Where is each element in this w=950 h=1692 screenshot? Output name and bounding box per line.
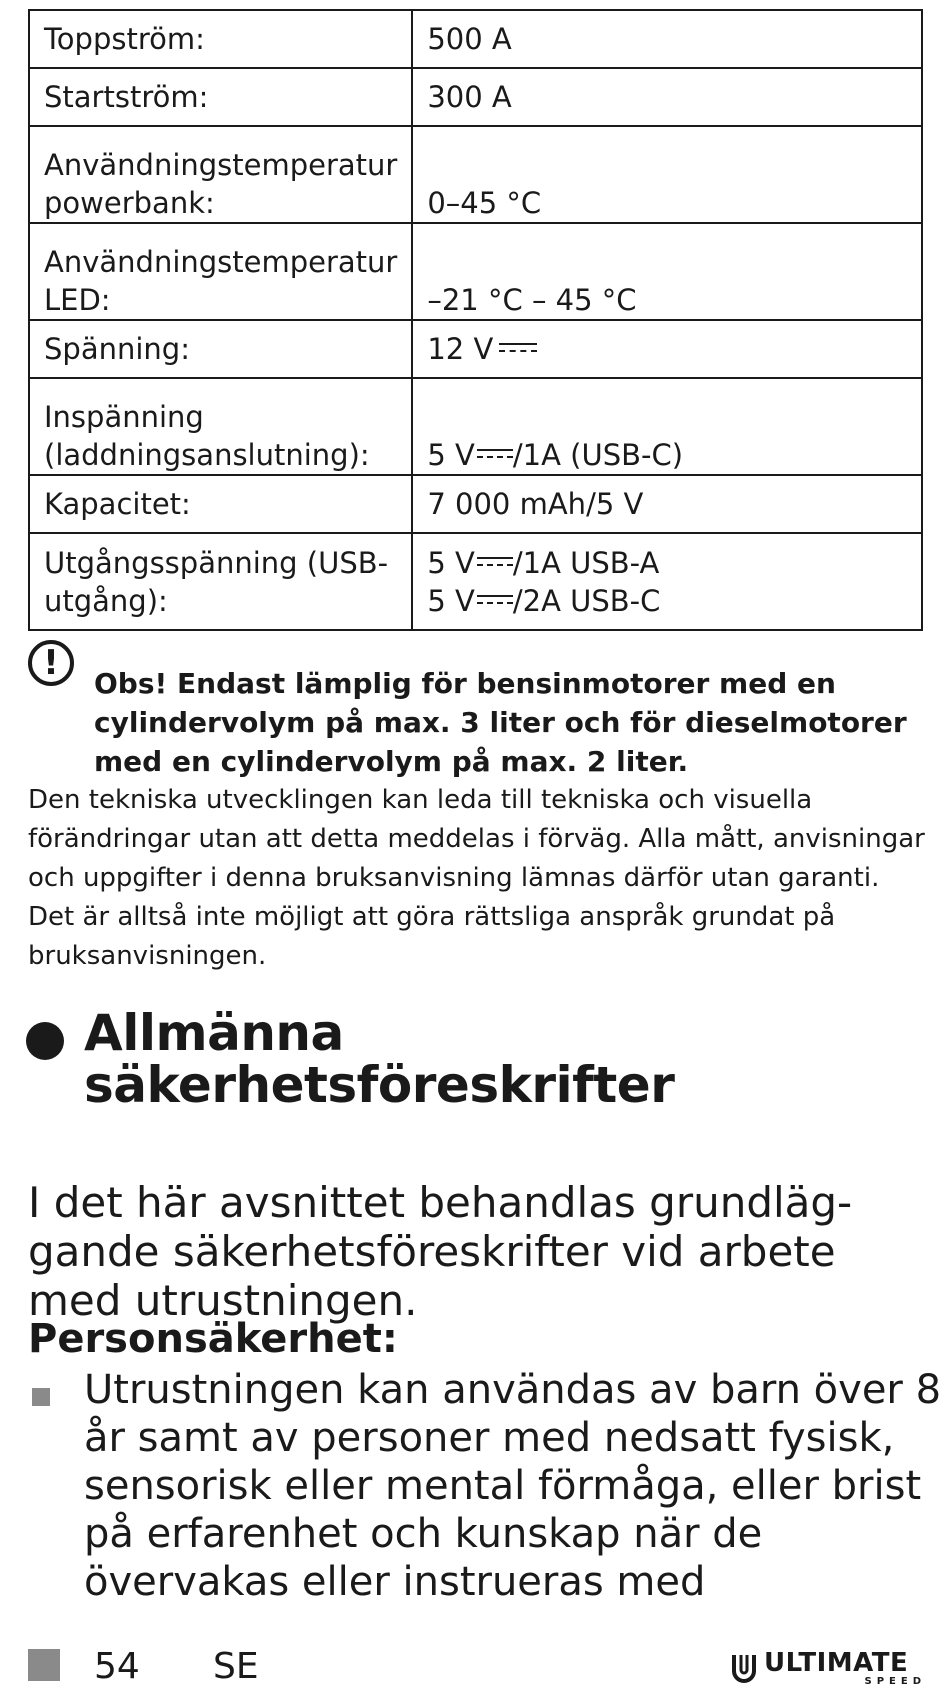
exclamation-circle-icon: ! bbox=[28, 640, 74, 686]
spec-row-temp-powerbank bbox=[29, 126, 922, 223]
spec-label: Spänning: bbox=[29, 320, 412, 378]
spec-value: –21 °C – 45 °C bbox=[412, 223, 922, 320]
spec-value-cell bbox=[412, 378, 922, 475]
spec-value: 0–45 °C bbox=[412, 126, 922, 223]
dc-symbol-icon bbox=[477, 555, 513, 569]
page-number: 54 bbox=[94, 1646, 140, 1687]
list-item-text: Utrustningen kan användas av barn över 8 år samt av personer med nedsatt fysisk, sensorisk eller mental förmåga, eller brist på erfarenhet och kunskap när de övervakas eller instrueras med bbox=[84, 1367, 942, 1605]
logo-mark-icon bbox=[728, 1651, 760, 1683]
disclaimer-text: Den tekniska utvecklingen kan leda till tekniska och visuella förändringar utan att detta meddelas i förväg. Alla mått, anvisningar och uppgifter i denna bruksanvisning lämnas därför utan garanti. Det är alltså inte möjligt att göra rättsliga anspråk grundat på bruksanvisningen. bbox=[28, 785, 925, 971]
spec-row-voltage bbox=[29, 320, 922, 378]
section-title bbox=[26, 1004, 926, 1114]
spec-row-peak-current bbox=[29, 10, 922, 68]
spec-label: Användningstemperatur powerbank: bbox=[29, 126, 412, 223]
spec-value: 5 V bbox=[427, 545, 475, 580]
spec-table bbox=[28, 9, 923, 631]
page-footer bbox=[28, 1647, 928, 1689]
spec-row-temp-led bbox=[29, 223, 922, 320]
notice-text: Obs! Endast lämplig för bensinmotorer med en cylindervolym på max. 3 liter och för dieselmotorer med en cylindervolym på max. 2 liter. bbox=[94, 667, 907, 778]
dc-symbol-icon bbox=[499, 341, 537, 355]
spec-label: Startström: bbox=[29, 68, 412, 126]
spec-value: 5 V bbox=[427, 583, 475, 618]
spec-row-capacity bbox=[29, 475, 922, 533]
spec-value: 5 V bbox=[427, 438, 475, 472]
brand-logo bbox=[728, 1647, 928, 1687]
bullet-icon bbox=[26, 1022, 64, 1060]
spec-value-suffix: /2A USB-C bbox=[512, 583, 661, 618]
spec-value-cell bbox=[412, 320, 922, 378]
dc-symbol-icon bbox=[477, 447, 513, 461]
section-title-line: säkerhetsföreskrifter bbox=[84, 1056, 675, 1114]
spec-label: Toppström: bbox=[29, 10, 412, 68]
spec-value: 12 V bbox=[427, 332, 494, 366]
dc-symbol-icon bbox=[477, 593, 513, 607]
gray-square-icon bbox=[28, 1649, 60, 1681]
spec-value-cell bbox=[412, 533, 922, 630]
square-bullet-icon bbox=[32, 1388, 50, 1406]
spec-row-start-current bbox=[29, 68, 922, 126]
subheading: Personsäkerhet: bbox=[28, 1316, 398, 1362]
spec-value-suffix: /1A (USB-C) bbox=[512, 438, 684, 472]
spec-row-output-voltage bbox=[29, 533, 922, 630]
section-intro: I det här avsnittet behandlas grundläg- gande säkerhetsföreskrifter vid arbete med utrustningen. bbox=[28, 1178, 853, 1325]
spec-label: Användningstemperatur LED: bbox=[29, 223, 412, 320]
brand-name: ULTIMATE bbox=[764, 1648, 909, 1678]
spec-value-line bbox=[427, 582, 907, 620]
spec-value-line bbox=[427, 544, 907, 582]
language-code: SE bbox=[213, 1646, 259, 1687]
spec-label: Kapacitet: bbox=[29, 475, 412, 533]
section-title-line: Allmänna bbox=[84, 1004, 344, 1062]
spec-value-suffix: /1A USB-A bbox=[512, 545, 660, 580]
brand-sub: SPEED bbox=[864, 1676, 926, 1687]
spec-label: Utgångsspänning (USB-utgång): bbox=[29, 533, 412, 630]
spec-value: 300 A bbox=[412, 68, 922, 126]
spec-row-input-voltage bbox=[29, 378, 922, 475]
spec-label: Inspänning (laddningsanslutning): bbox=[29, 378, 412, 475]
spec-value: 500 A bbox=[412, 10, 922, 68]
spec-value: 7 000 mAh/5 V bbox=[412, 475, 922, 533]
